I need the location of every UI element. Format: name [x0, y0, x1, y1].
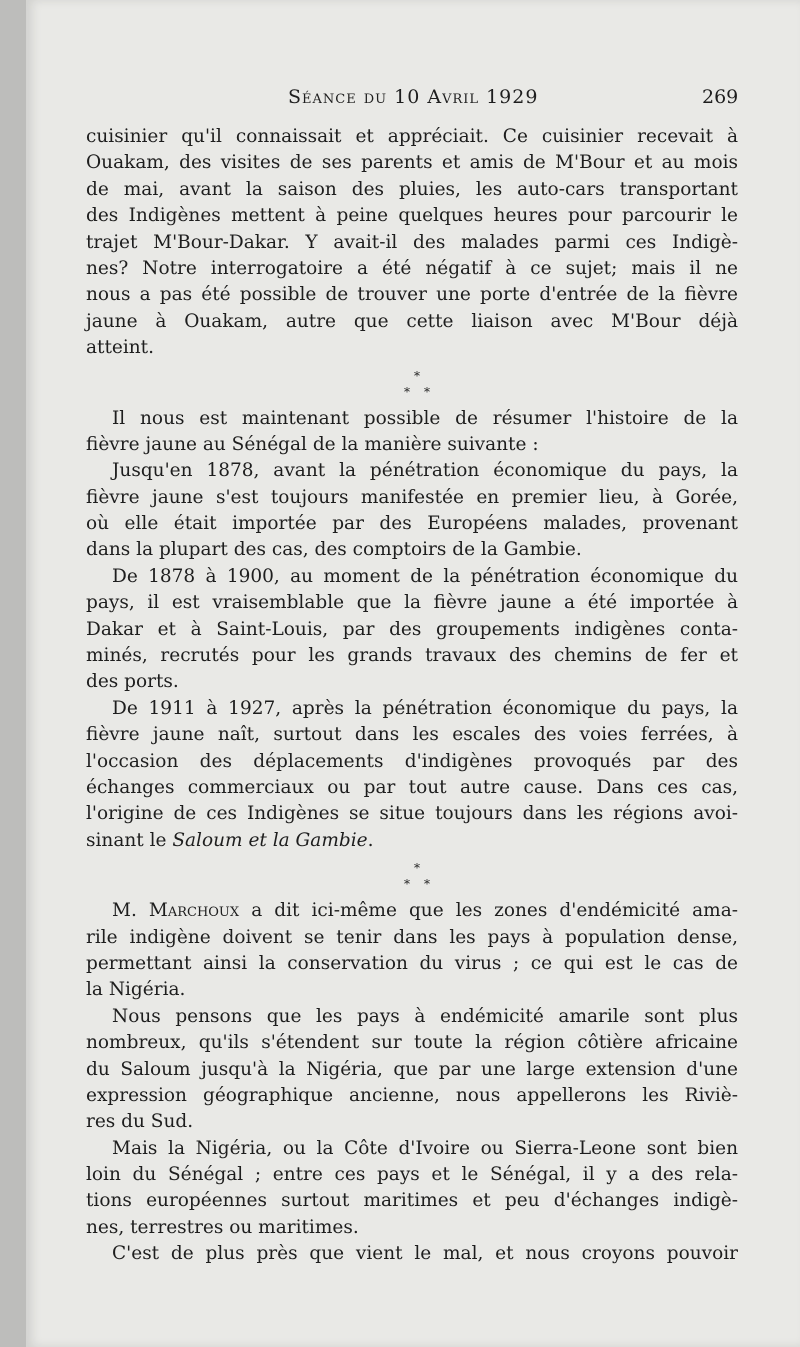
text-line: dans la plupart des cas, des comptoirs de la Gambie.	[86, 539, 582, 561]
page-header	[26, 86, 800, 116]
text-span: .	[367, 829, 374, 851]
asterisk: *	[404, 877, 410, 892]
text-line: pays, il est vraisemblable que la fièvre jaune a été importée à	[86, 592, 738, 614]
text-line: rile indigène doivent se tenir dans les pays à population dense,	[86, 926, 738, 948]
body-text	[86, 124, 738, 1268]
asterisk: *	[424, 384, 430, 399]
section-separator-asterism	[86, 362, 738, 406]
paragraph	[86, 458, 738, 564]
section-separator-asterism	[86, 854, 738, 898]
paragraph	[86, 1004, 738, 1136]
text-line	[86, 828, 738, 854]
text-line: fièvre jaune naît, surtout dans les escales des voies ferrées, à	[86, 724, 738, 746]
paragraph	[86, 898, 738, 1004]
text-line: expression géographique ancienne, nous appellerons les Riviè-	[86, 1084, 738, 1106]
text-line: des Indigènes mettent à peine quelques heures pour parcourir le	[86, 205, 738, 227]
author-name: Marchoux	[148, 900, 240, 922]
text-line: jaune à Ouakam, autre que cette liaison avec M'Bour déjà	[86, 310, 738, 332]
book-page	[26, 0, 800, 1347]
paragraph	[86, 124, 738, 362]
text-line: du Saloum jusqu'à la Nigéria, que par une large extension d'une	[86, 1058, 738, 1080]
text-line: nes? Notre interrogatoire a été négatif à ce sujet; mais il ne	[86, 257, 738, 279]
paragraph	[86, 564, 738, 696]
text-line: trajet M'Bour-Dakar. Y avait-il des malades parmi ces Indigè-	[86, 231, 738, 253]
text-span: sinant le	[86, 829, 173, 851]
text-line: nous a pas été possible de trouver une porte d'entrée de la fièvre	[86, 284, 738, 306]
text-line: res du Sud.	[86, 1111, 194, 1133]
text-line	[86, 898, 738, 924]
paragraph	[86, 696, 738, 854]
text-span: a dit ici-même que les zones d'endémicité ama-	[239, 900, 738, 922]
text-line: tions européennes surtout maritimes et peu d'échanges indigè-	[86, 1190, 738, 1212]
text-line: C'est de plus près que vient le mal, et nous croyons pouvoir	[112, 1243, 738, 1265]
paragraph	[86, 1241, 738, 1267]
text-span: M.	[112, 900, 149, 922]
text-line: Nous pensons que les pays à endémicité amarile sont plus	[112, 1005, 738, 1027]
asterisk: *	[414, 861, 420, 876]
italic-place-names: Saloum et la Gambie	[172, 829, 368, 851]
text-line: l'occasion des déplacements d'indigènes provoqués par des	[86, 750, 738, 772]
asterisk: *	[424, 877, 430, 892]
text-line: Ouakam, des visites de ses parents et amis de M'Bour et au mois	[86, 152, 738, 174]
text-line: minés, recrutés pour les grands travaux des chemins de fer et	[86, 645, 738, 667]
paragraph	[86, 1136, 738, 1242]
asterisk: *	[404, 384, 410, 399]
text-line: l'origine de ces Indigènes se situe toujours dans les régions avoi-	[86, 803, 738, 825]
text-line: atteint.	[86, 337, 154, 359]
text-line: Il nous est maintenant possible de résumer l'histoire de la	[112, 407, 738, 429]
text-line: Jusqu'en 1878, avant la pénétration économique du pays, la	[112, 460, 738, 482]
text-line: où elle était importée par des Européens malades, provenant	[86, 513, 738, 535]
text-line: échanges commerciaux ou par tout autre cause. Dans ces cas,	[86, 776, 738, 798]
page-number: 269	[702, 86, 739, 108]
text-line: De 1878 à 1900, au moment de la pénétration économique du	[112, 565, 738, 587]
paragraph	[86, 406, 738, 459]
text-line: loin du Sénégal ; entre ces pays et le Sénégal, il y a des rela-	[86, 1164, 738, 1186]
text-line: des ports.	[86, 671, 179, 693]
text-line: fièvre jaune s'est toujours manifestée en premier lieu, à Gorée,	[86, 486, 738, 508]
text-line: Dakar et à Saint-Louis, par des groupements indigènes conta-	[86, 618, 738, 640]
text-line: nombreux, qu'ils s'étendent sur toute la région côtière africaine	[86, 1032, 738, 1054]
text-line: nes, terrestres ou maritimes.	[86, 1216, 359, 1238]
text-line: la Nigéria.	[86, 979, 186, 1001]
asterisk: *	[414, 368, 420, 383]
running-title: Séance du 10 Avril 1929	[288, 86, 539, 108]
text-line: de mai, avant la saison des pluies, les auto-cars transportant	[86, 178, 738, 200]
text-line: De 1911 à 1927, après la pénétration économique du pays, la	[112, 697, 738, 719]
text-line: Mais la Nigéria, ou la Côte d'Ivoire ou Sierra-Leone sont bien	[112, 1137, 738, 1159]
text-line: fièvre jaune au Sénégal de la manière suivante :	[86, 433, 539, 455]
text-line: permettant ainsi la conservation du virus ; ce qui est le cas de	[86, 952, 738, 974]
text-line: cuisinier qu'il connaissait et appréciait. Ce cuisinier recevait à	[86, 126, 738, 147]
